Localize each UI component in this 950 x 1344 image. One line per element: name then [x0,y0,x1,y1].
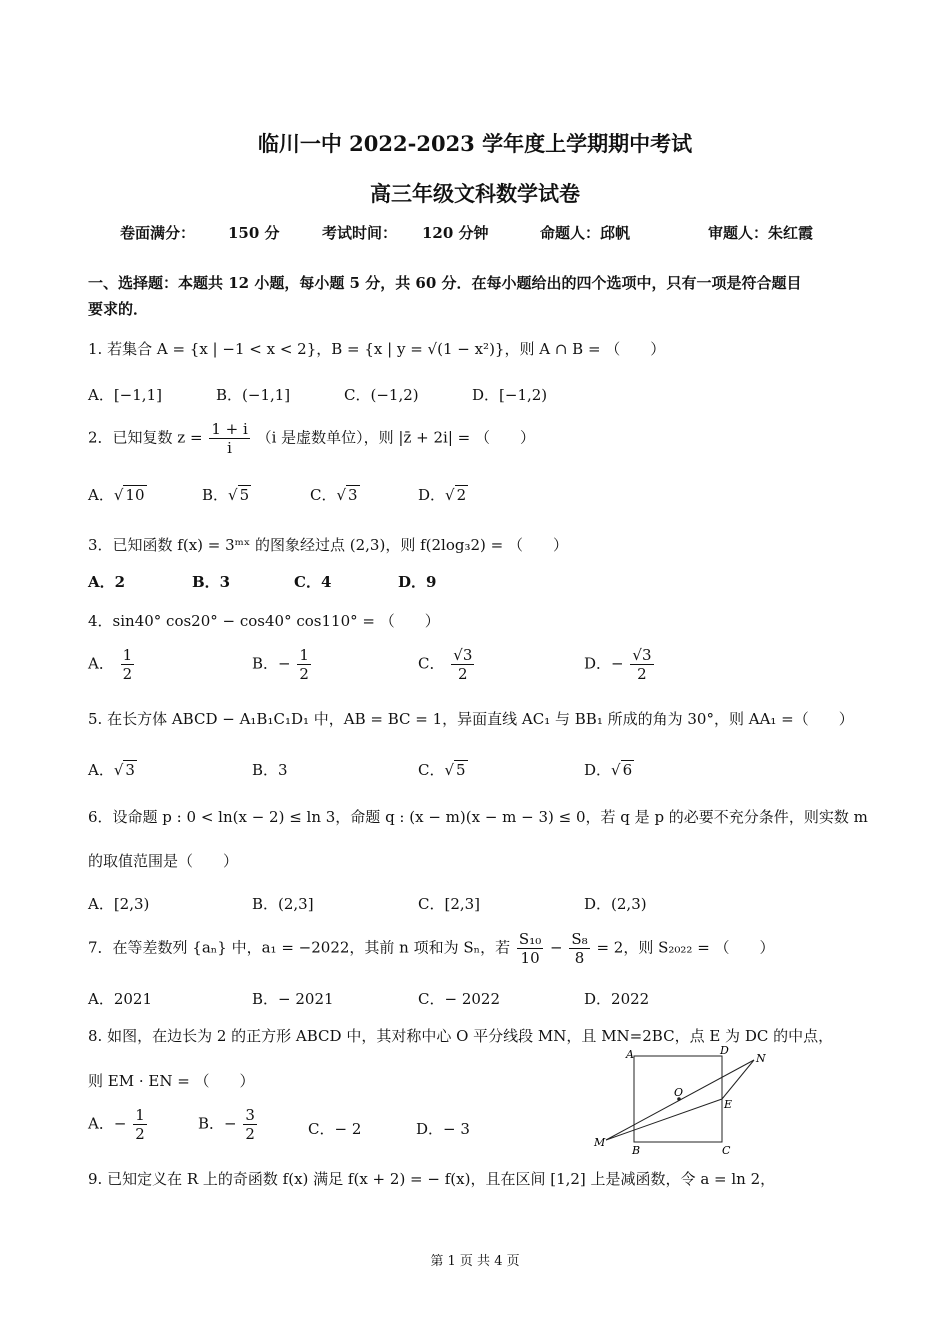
q7-option-d: D．2022 [584,990,650,1008]
meta-author: 命题人：邱帆 [540,224,631,242]
q4-a-label: A． [88,654,114,673]
q4-a-den: 2 [122,665,133,683]
q4-d-num: √3 [632,646,652,664]
q4-option-a [88,646,136,683]
meta-score-label: 卷面满分： [120,224,196,242]
q4-c-num: √3 [453,646,473,664]
q2-fraction [209,420,249,457]
q2-frac-num: 1 + i [211,420,248,438]
q4-d-label: D．− [584,654,624,673]
q4-option-d [584,646,656,683]
q2-c-label: C． [310,486,337,504]
q5-d-label: D． [584,761,612,779]
q2-c-value: 3 [348,486,358,504]
q1-option-b: B．(−1,1] [216,386,291,404]
q5-option-d: D．√ 6 [584,761,633,779]
q6-stem-line2: 的取值范围是（ ） [88,852,239,870]
q4-b-label: B．− [252,654,291,673]
q8-b-den: 2 [245,1125,255,1143]
q7-option-b: B．− 2021 [252,990,334,1008]
q7-frac1-num: S₁₀ [518,930,542,948]
q3-option-c: C．4 [294,573,332,591]
q2-option-b: B．√ 5 [202,486,250,504]
q4-a-num: 1 [122,646,133,664]
q4-option-b [252,646,313,683]
q8-b-label: B．− [198,1114,237,1133]
q2-stem-a: 2．已知复数 z = [88,428,203,447]
q4-c-label: C． [418,654,445,673]
label-e: E [724,1098,733,1111]
q4-b-num: 1 [299,646,309,664]
q8-option-a [88,1106,149,1143]
q1-option-a: A．[−1,1] [88,386,162,404]
meta-reviewer: 审题人：朱红霞 [708,224,814,242]
q4-d-den: 2 [637,665,647,683]
q1-option-d: D．[−1,2) [472,386,548,404]
q4-b-den: 2 [299,665,309,683]
q2-option-a: A．√ 10 [88,486,145,504]
q7-option-c: C．− 2022 [418,990,500,1008]
q3-option-d: D．9 [398,573,437,591]
q7-frac1-den: 10 [520,949,540,967]
q7-minus: − [550,938,563,957]
q6-stem-line1: 6．设命题 p : 0 < ln(x − 2) ≤ ln 3，命题 q : (x − m)(x − m − 3) ≤ 0，若 q 是 p 的必要不充分条件，则实数 m [88,808,868,826]
q7-option-a: A．2021 [88,990,153,1008]
exam-subtitle: 高三年级文科数学试卷 [370,181,580,206]
q6-option-b: B．(2,3] [252,895,314,913]
page-footer: 第 1 页 共 4 页 [430,1254,520,1269]
segment-en [722,1060,754,1099]
square-figure [588,1042,778,1162]
label-d: D [720,1044,729,1057]
q8-a-den: 2 [135,1125,145,1143]
q2-option-c: C．√ 3 [310,486,358,504]
q2-option-d: D．√ 2 [418,486,467,504]
q7-frac2-num: S₈ [571,930,588,948]
q2-b-value: 5 [239,486,250,504]
q5-a-label: A． [88,761,114,779]
q2-b-label: B． [202,486,229,504]
q2-frac-den: i [227,439,232,457]
q4-stem: 4．sin40° cos20° − cos40° cos110° = （ ） [88,612,440,630]
q7-frac2-den: 8 [574,949,585,967]
q6-option-a: A．[2,3) [88,895,150,913]
label-b: B [632,1144,641,1157]
q5-a-value: 3 [125,761,135,779]
q4-option-c [418,646,476,683]
q2-a-label: A． [88,486,114,504]
q1-option-c: C．(−1,2) [344,386,419,404]
q2-a-value: 10 [125,486,145,504]
q2-d-label: D． [418,486,446,504]
q7-stem-b: = 2，则 S₂₀₂₂ = （ ） [596,938,775,957]
q8-b-num: 3 [245,1106,255,1124]
q5-option-a: A．√ 3 [88,761,135,779]
q2-d-value: 2 [456,486,467,504]
q5-c-label: C． [418,761,445,779]
section-heading-line2: 要求的． [88,300,149,318]
q5-c-value: 5 [456,761,466,779]
section-heading-line1: 一、选择题：本题共 12 小题，每小题 5 分，共 60 分．在每小题给出的四个选项中，只有一项是符合题目 [88,274,802,292]
segment-em [606,1099,722,1140]
q7-stem-a: 7．在等差数列 {aₙ} 中，a₁ = −2022，其前 n 项和为 Sₙ，若 [88,938,511,957]
meta-time-value: 120 分钟 [422,224,489,242]
q1-stem: 1. 若集合 A = {x | −1 < x < 2}，B = {x | y = √(1 − x²)}，则 A ∩ B = （ ） [88,340,666,358]
q8-stem-line1: 8. 如图，在边长为 2 的正方形 ABCD 中，其对称中心 O 平分线段 MN，且 MN=2BC，点 E 为 DC 的中点， [88,1027,834,1045]
label-c: C [722,1144,731,1157]
q5-option-c: C．√ 5 [418,761,466,779]
meta-score-value: 150 分 [228,224,280,242]
label-a: A [626,1048,634,1061]
q9-stem: 9. 已知定义在 R 上的奇函数 f(x) 满足 f(x + 2) = − f(x)，且在区间 [1,2] 上是减函数，令 a = ln 2， [88,1170,776,1188]
q3-option-a: A．2 [88,573,126,591]
label-m: M [594,1136,606,1149]
q3-option-b: B．3 [192,573,231,591]
q3-stem: 3．已知函数 f(x) = 3ᵐˣ 的图象经过点 (2,3)，则 f(2log₃2) = （ ） [88,536,568,554]
q6-option-c: C．[2,3] [418,895,481,913]
q8-a-label: A．− [88,1114,127,1133]
meta-time-label: 考试时间： [322,224,398,242]
q5-stem: 5. 在长方体 ABCD − A₁B₁C₁D₁ 中，AB = BC = 1，异面直线 AC₁ 与 BB₁ 所成的角为 30°，则 AA₁ =（ ） [88,710,854,728]
q2-stem-b: （i 是虚数单位），则 |z̄ + 2i| = （ ） [256,428,535,447]
q7-stem [88,930,775,967]
q8-stem-line2: 则 EM · EN = （ ） [88,1072,255,1090]
exam-title: 临川一中 2022-2023 学年度上学期期中考试 [257,131,693,156]
q5-d-value: 6 [622,761,633,779]
label-n: N [756,1052,766,1065]
q6-option-d: D．(2,3) [584,895,647,913]
q8-option-d: D．− 3 [416,1120,470,1138]
label-o: O [674,1086,684,1099]
q8-option-c: C．− 2 [308,1120,362,1138]
q5-option-b: B．3 [252,761,288,779]
q8-a-num: 1 [135,1106,145,1124]
q2-stem [88,420,535,457]
q8-option-b [198,1106,259,1143]
q4-c-den: 2 [458,665,468,683]
